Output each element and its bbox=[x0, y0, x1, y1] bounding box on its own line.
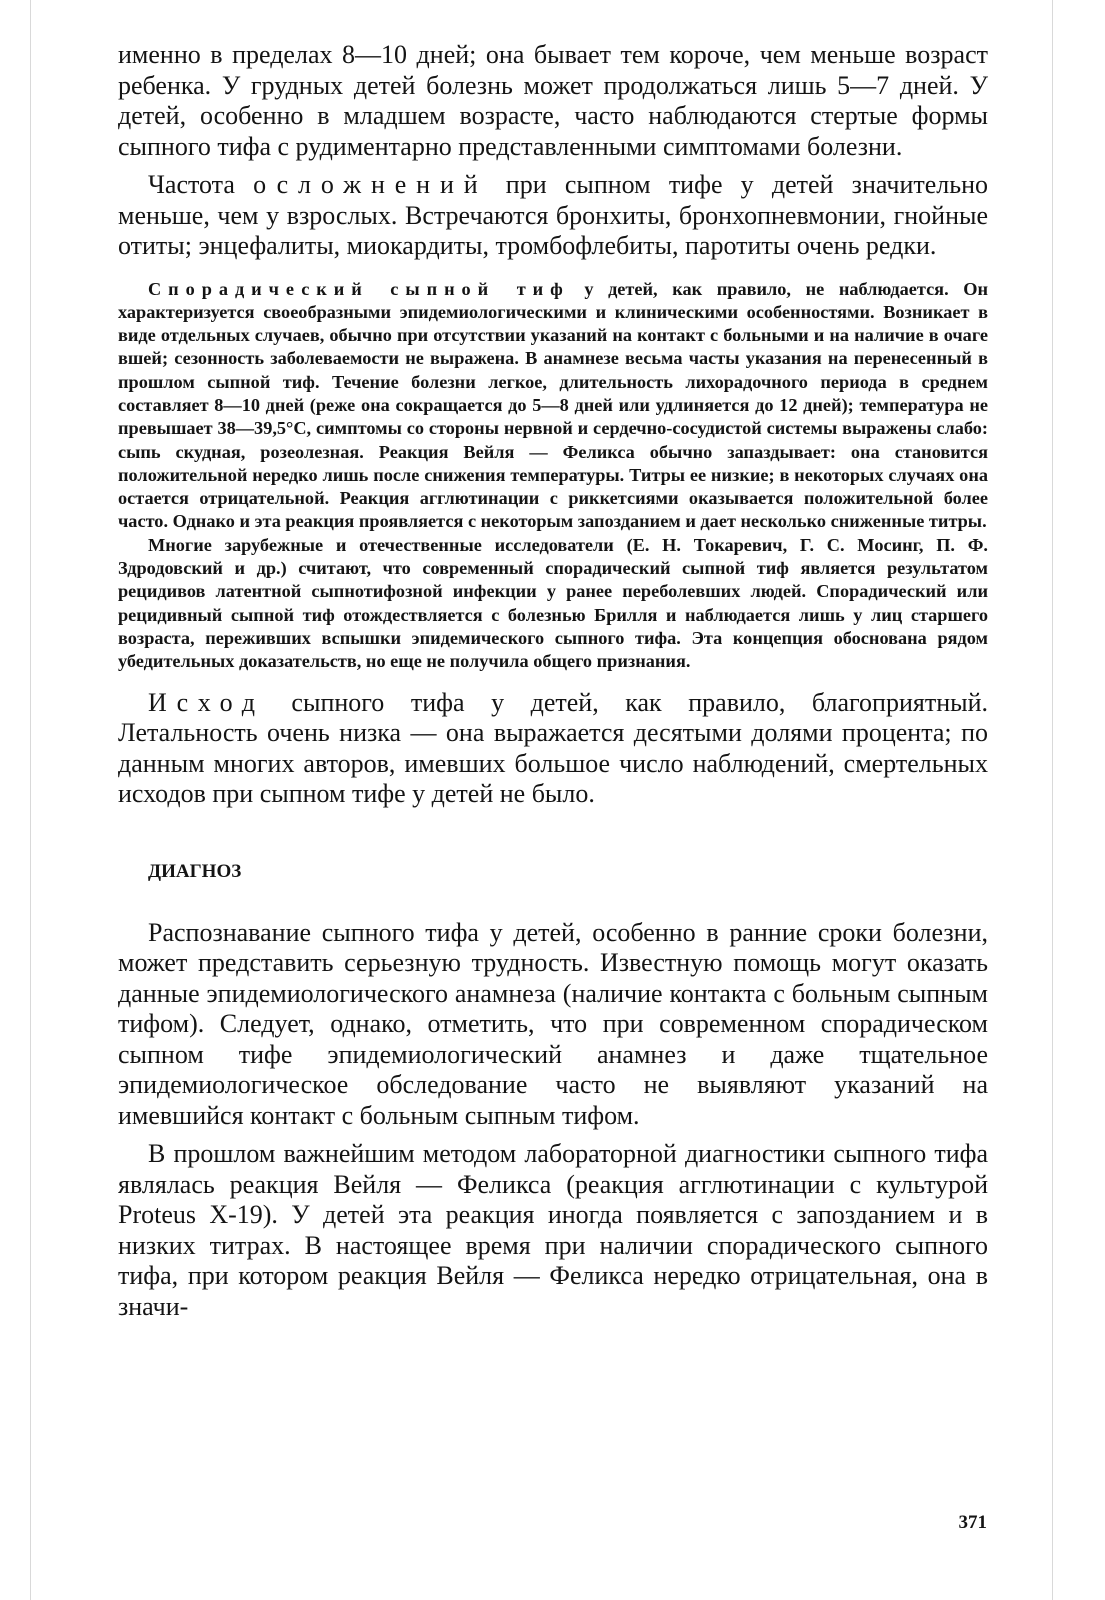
outcome-spaced-term: Исход bbox=[148, 687, 265, 717]
paragraph-researchers: Многие зарубежные и отечественные исследователи (Е. Н. Токаревич, Г. С. Мосинг, П. Ф. Здродовский и др.) считают, что современный спорадический сыпной тиф является результатом рецидивов латентной сыпнотифозной инфекции у ранее переболевших людей. Спорадический или рецидивный сыпной тиф отождествляется с болезнью Брилля и наблюдается лишь у лиц старшего возраста, переживших вспышки эпидемического сыпного тифа. Эта концепция обоснована рядом убедительных доказательств, но еще не получила общего признания. bbox=[118, 534, 988, 672]
paragraph-outcome bbox=[118, 688, 988, 810]
paragraph-complications bbox=[118, 170, 988, 262]
complications-spaced-term: осложнений bbox=[253, 170, 488, 199]
sporadic-typhus-spaced-term: Спорадический сыпной тиф bbox=[148, 278, 570, 299]
paragraph-lab-diagnostics: В прошлом важнейшим методом лабораторной диагностики сыпного тифа являлась реакция Вейля — Феликса (реакция агглютинации с культурой Proteus X-19). У детей эта реакция иногда появляется с запозданием и в низких титрах. В настоящее время при наличии спорадического сыпного тифа, при котором реакция Вейля — Феликса нередко отрицательная, она в значи- bbox=[118, 1139, 988, 1321]
page-number: 371 bbox=[958, 1512, 987, 1533]
complications-text: при сыпном тифе у детей значительно меньше, чем у взрослых. Встречаются бронхиты, бронхопневмонии, гнойные отиты; энцефалиты, миокардиты, тромбофлебиты, паротиты очень редки. bbox=[118, 170, 989, 260]
section-heading-diagnosis: ДИАГНОЗ bbox=[148, 860, 242, 882]
paragraph-sporadic-typhus bbox=[118, 278, 988, 534]
sporadic-typhus-text: у детей, как правило, не наблюдается. Он характеризуется своеобразными эпидемиологическими и клиническими особенностями. Возникает в виде отдельных случаев, обычно при отсутствии указаний на контакт с больными и на наличие в очаге вшей; сезонность заболеваемости не выражена. В анамнезе весьма часты указания на перенесенный в прошлом сыпной тиф. Течение болезни легкое, длительность лихорадочного периода в среднем составляет 8—10 дней (реже она сокращается до 5—8 дней или удлиняется до 12 дней); температура не превышает 38—39,5°С, симптомы со стороны нервной и сердечно-сосудистой системы выражены слабо: сыпь скудная, розеолезная. Реакция Вейля — Феликса обычно запаздывает: она становится положительной нередко лишь после снижения температуры. Титры ее низкие; в некоторых случаях она остается отрицательной. Реакция агглютинации с риккетсиями оказывается положительной более часто. Однако и эта реакция проявляется с некоторым запозданием и дает несколько сниженные титры. bbox=[118, 278, 988, 532]
outcome-text: сыпного тифа у детей, как правило, благоприятный. Летальность очень низка — она выражается десятыми долями процента; по данным многих авторов, имевших большое число наблюдений, смертельных исходов при сыпном тифе у детей не было. bbox=[118, 687, 988, 809]
page-body bbox=[118, 40, 988, 1322]
paragraph-diagnosis-recognition: Распознавание сыпного тифа у детей, особенно в ранние сроки болезни, может представить серьезную трудность. Известную помощь могут оказать данные эпидемиологического анамнеза (наличие контакта с больным сыпным тифом). Следует, однако, отметить, что при современном спорадическом сыпном тифе эпидемиологический анамнез и даже тщательное эпидемиологическое обследование часто не выявляют указаний на имевшийся контакт с больным сыпным тифом. bbox=[118, 917, 988, 1130]
complications-lead-word: Частота bbox=[148, 170, 235, 199]
paragraph-course-duration: именно в пределах 8—10 дней; она бывает тем короче, чем меньше возраст ребенка. У грудных детей болезнь может продолжаться лишь 5—7 дней. У детей, особенно в младшем возрасте, часто наблюдаются стертые формы сыпного тифа с рудиментарно представленными симптомами болезни. bbox=[118, 40, 988, 161]
